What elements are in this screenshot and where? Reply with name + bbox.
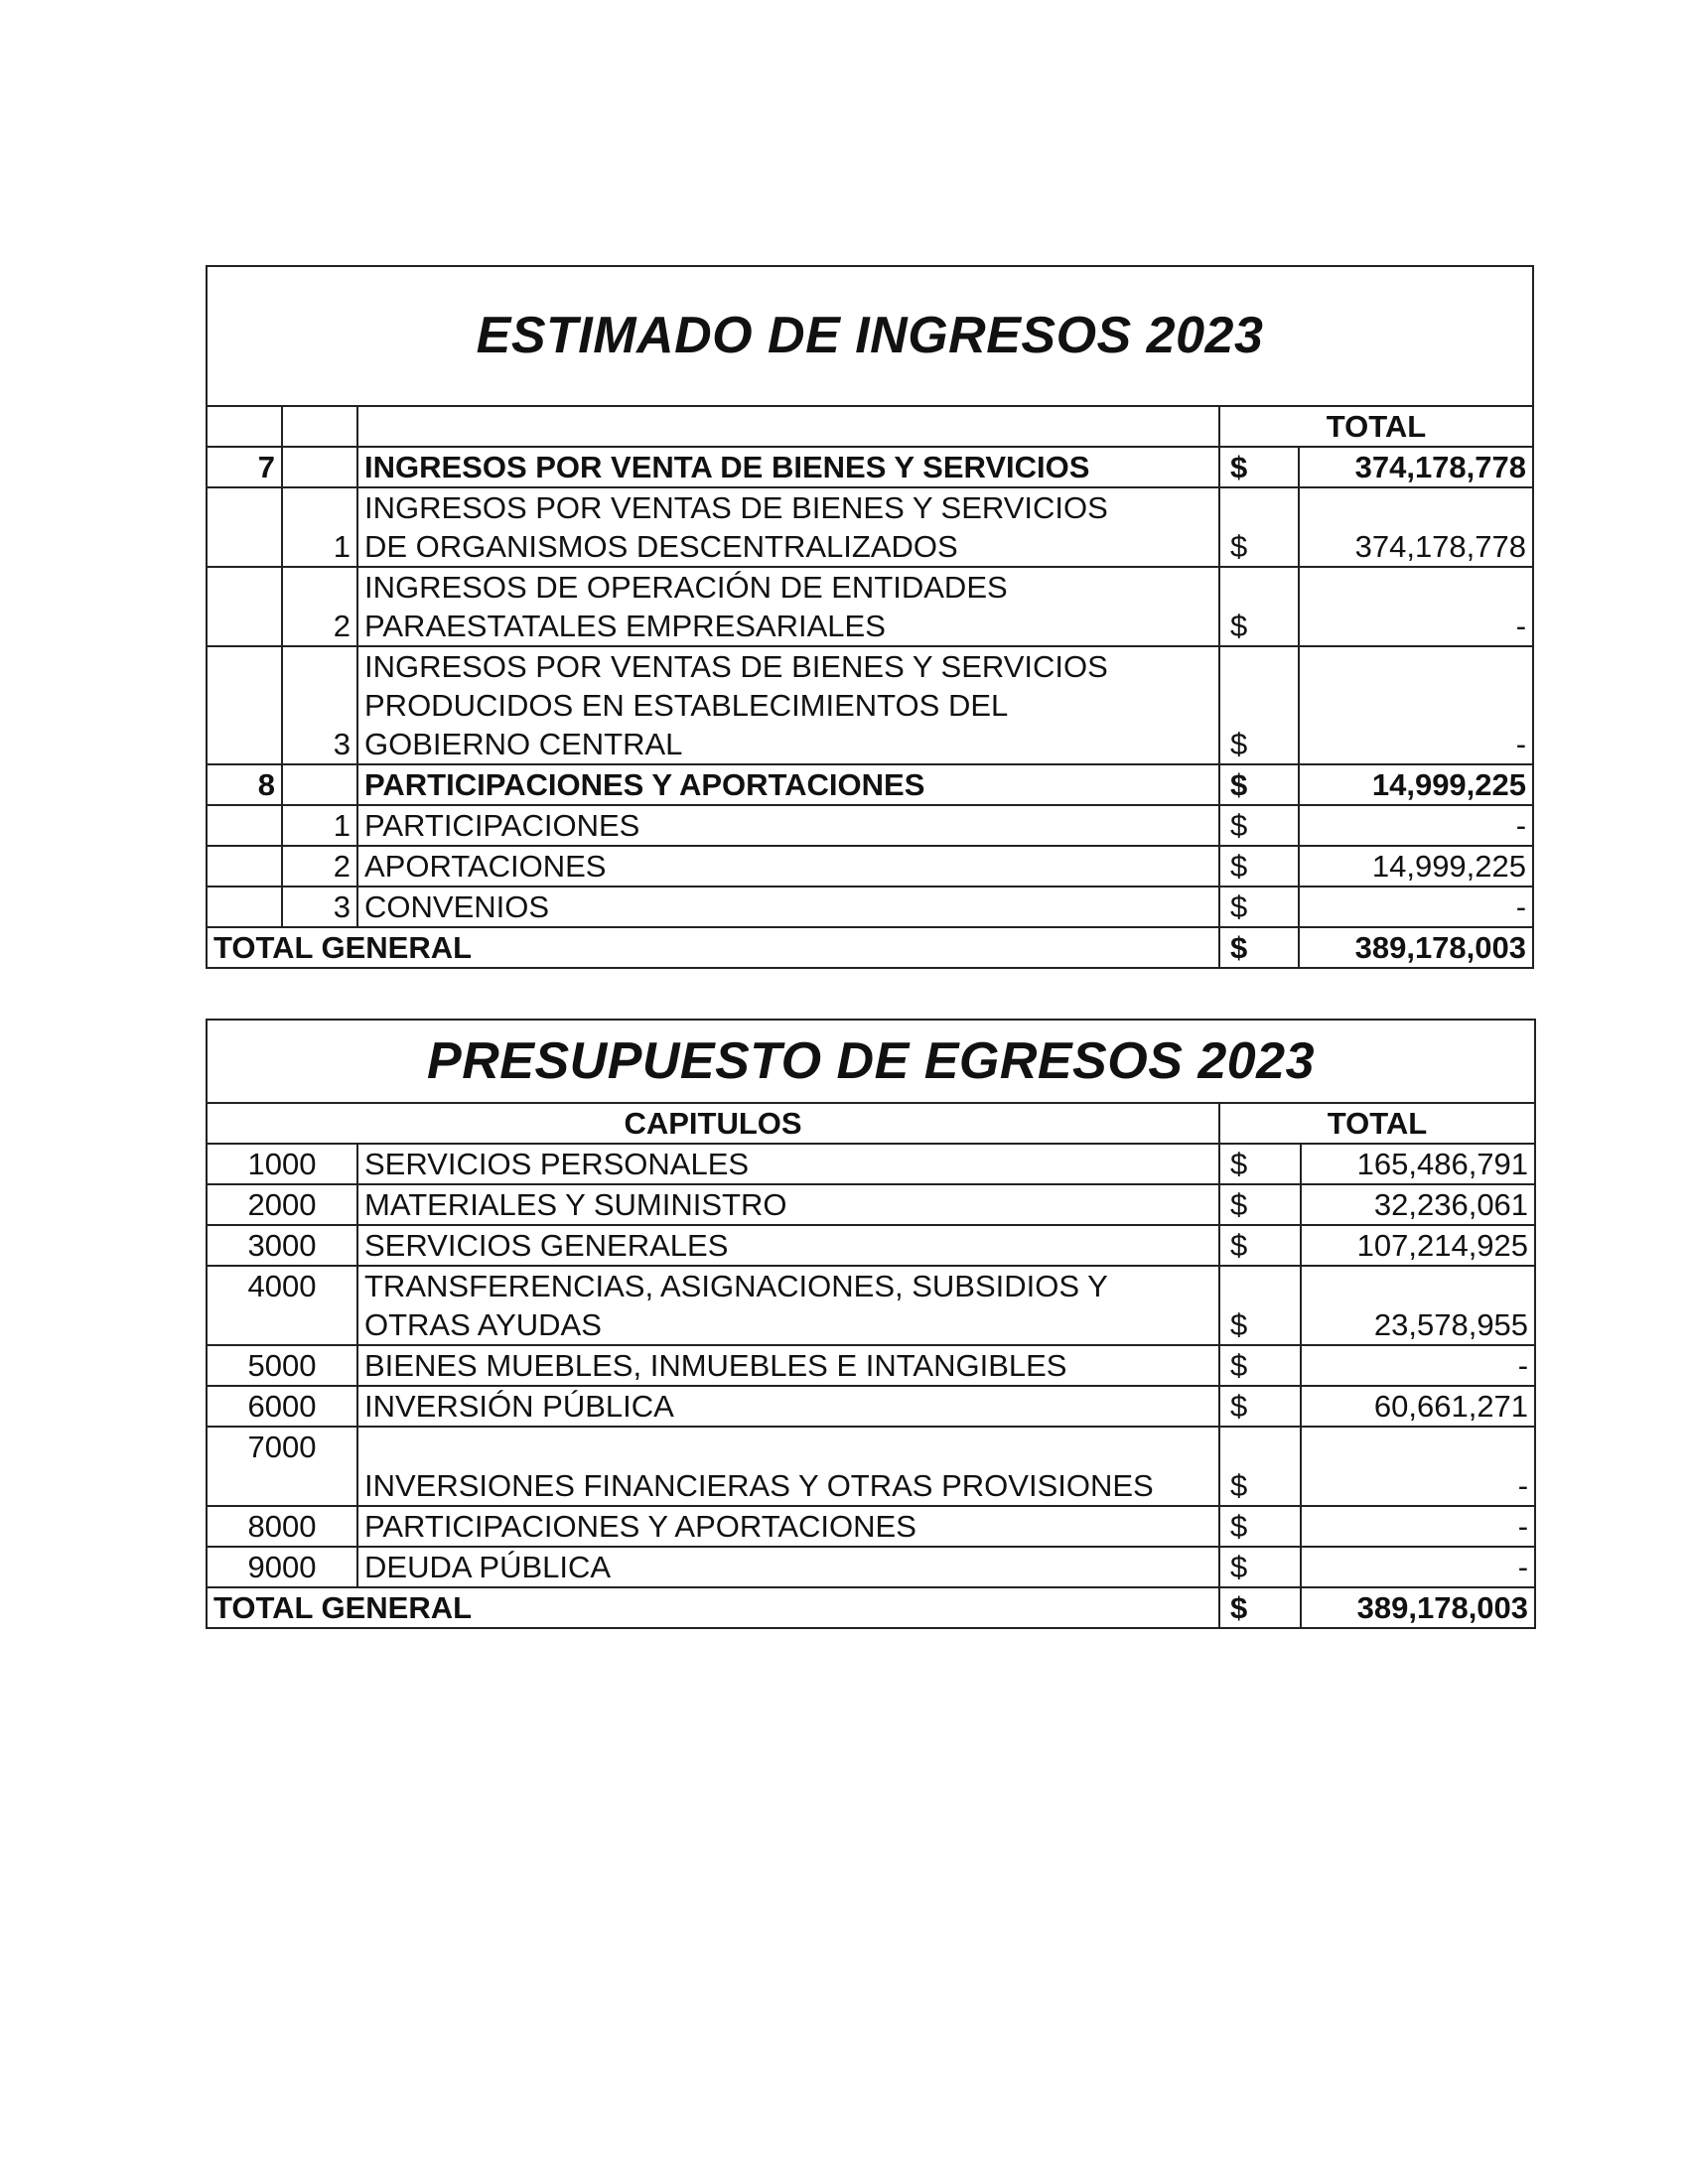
chapter-code: 1000 bbox=[207, 1144, 357, 1184]
currency-symbol: $ bbox=[1219, 764, 1299, 805]
total-label: TOTAL GENERAL bbox=[207, 1587, 1219, 1628]
chapter-description bbox=[357, 1225, 1219, 1266]
currency-symbol: $ bbox=[1219, 487, 1299, 567]
total-amount: 389,178,003 bbox=[1299, 927, 1533, 968]
row-code: 7 bbox=[207, 447, 282, 487]
table-row bbox=[207, 1547, 1535, 1587]
chapter-description bbox=[357, 1345, 1219, 1386]
description-line: PARAESTATALES EMPRESARIALES bbox=[364, 609, 886, 643]
currency-symbol: $ bbox=[1219, 1427, 1301, 1506]
row-description bbox=[357, 846, 1219, 887]
table-row bbox=[207, 487, 1533, 567]
table-row bbox=[207, 567, 1533, 646]
row-amount: 14,999,225 bbox=[1299, 846, 1533, 887]
description-line: TRANSFERENCIAS, ASIGNACIONES, SUBSIDIOS Y bbox=[364, 1269, 1108, 1303]
description-line: DEUDA PÚBLICA bbox=[364, 1550, 612, 1584]
chapter-description bbox=[357, 1386, 1219, 1427]
currency-symbol: $ bbox=[1219, 1144, 1301, 1184]
row-subcode: 1 bbox=[282, 805, 357, 846]
total-row bbox=[207, 1587, 1535, 1628]
row-code bbox=[207, 805, 282, 846]
chapter-amount: 32,236,061 bbox=[1301, 1184, 1535, 1225]
description-line: DE ORGANISMOS DESCENTRALIZADOS bbox=[364, 529, 958, 564]
table-row bbox=[207, 1427, 1535, 1506]
row-description bbox=[357, 487, 1219, 567]
chapter-amount: 107,214,925 bbox=[1301, 1225, 1535, 1266]
row-description bbox=[357, 447, 1219, 487]
currency-symbol: $ bbox=[1219, 447, 1299, 487]
row-amount: 374,178,778 bbox=[1299, 487, 1533, 567]
table-row bbox=[207, 846, 1533, 887]
description-line: CONVENIOS bbox=[364, 889, 550, 924]
row-amount: 14,999,225 bbox=[1299, 764, 1533, 805]
table-row bbox=[207, 764, 1533, 805]
currency-symbol: $ bbox=[1219, 646, 1299, 764]
table-row bbox=[207, 1345, 1535, 1386]
chapter-code: 2000 bbox=[207, 1184, 357, 1225]
table-row bbox=[207, 1225, 1535, 1266]
chapter-code: 5000 bbox=[207, 1345, 357, 1386]
currency-symbol: $ bbox=[1219, 1345, 1301, 1386]
ingresos-header-empty-2 bbox=[282, 406, 357, 447]
row-subcode bbox=[282, 447, 357, 487]
chapter-description bbox=[357, 1266, 1219, 1345]
chapter-code: 7000 bbox=[207, 1427, 357, 1506]
description-line: OTRAS AYUDAS bbox=[364, 1307, 602, 1342]
table-row bbox=[207, 447, 1533, 487]
total-row bbox=[207, 927, 1533, 968]
row-amount: - bbox=[1299, 805, 1533, 846]
chapter-code: 3000 bbox=[207, 1225, 357, 1266]
ingresos-total-header: TOTAL bbox=[1219, 406, 1533, 447]
chapter-amount: - bbox=[1301, 1427, 1535, 1506]
row-subcode bbox=[282, 764, 357, 805]
description-line: MATERIALES Y SUMINISTRO bbox=[364, 1187, 787, 1222]
description-line: PARTICIPACIONES Y APORTACIONES bbox=[364, 1509, 916, 1544]
description-line: APORTACIONES bbox=[364, 849, 607, 884]
table-row bbox=[207, 646, 1533, 764]
description-line: INGRESOS POR VENTA DE BIENES Y SERVICIOS bbox=[364, 450, 1090, 484]
description-line: INVERSIÓN PÚBLICA bbox=[364, 1389, 674, 1424]
row-code bbox=[207, 646, 282, 764]
table-row bbox=[207, 805, 1533, 846]
chapter-code: 8000 bbox=[207, 1506, 357, 1547]
currency-symbol: $ bbox=[1219, 1184, 1301, 1225]
chapter-amount: - bbox=[1301, 1547, 1535, 1587]
table-row bbox=[207, 1506, 1535, 1547]
table-row bbox=[207, 1184, 1535, 1225]
currency-symbol: $ bbox=[1219, 1506, 1301, 1547]
currency-symbol: $ bbox=[1219, 1547, 1301, 1587]
chapter-code: 4000 bbox=[207, 1266, 357, 1345]
currency-symbol: $ bbox=[1219, 1266, 1301, 1345]
row-description bbox=[357, 646, 1219, 764]
row-subcode: 3 bbox=[282, 646, 357, 764]
egresos-table bbox=[206, 1019, 1536, 1629]
row-amount: - bbox=[1299, 887, 1533, 927]
table-row bbox=[207, 1266, 1535, 1345]
ingresos-header-empty-1 bbox=[207, 406, 282, 447]
row-amount: 374,178,778 bbox=[1299, 447, 1533, 487]
table-row bbox=[207, 1386, 1535, 1427]
row-code bbox=[207, 887, 282, 927]
description-line: SERVICIOS GENERALES bbox=[364, 1228, 729, 1263]
currency-symbol: $ bbox=[1219, 805, 1299, 846]
description-line: INGRESOS DE OPERACIÓN DE ENTIDADES bbox=[364, 570, 1008, 605]
table-row bbox=[207, 887, 1533, 927]
chapter-code: 6000 bbox=[207, 1386, 357, 1427]
description-line: INVERSIONES FINANCIERAS Y OTRAS PROVISIONES bbox=[364, 1468, 1154, 1503]
description-line: PARTICIPACIONES Y APORTACIONES bbox=[364, 767, 925, 802]
row-subcode: 1 bbox=[282, 487, 357, 567]
total-label: TOTAL GENERAL bbox=[207, 927, 1219, 968]
description-line: INGRESOS POR VENTAS DE BIENES Y SERVICIOS bbox=[364, 649, 1108, 684]
row-code: 8 bbox=[207, 764, 282, 805]
row-subcode: 2 bbox=[282, 567, 357, 646]
row-amount: - bbox=[1299, 567, 1533, 646]
description-line: PARTICIPACIONES bbox=[364, 808, 640, 843]
chapter-amount: 23,578,955 bbox=[1301, 1266, 1535, 1345]
row-amount: - bbox=[1299, 646, 1533, 764]
chapter-description bbox=[357, 1547, 1219, 1587]
chapter-description bbox=[357, 1427, 1219, 1506]
chapter-amount: 165,486,791 bbox=[1301, 1144, 1535, 1184]
egresos-title: PRESUPUESTO DE EGRESOS 2023 bbox=[207, 1020, 1535, 1103]
row-subcode: 2 bbox=[282, 846, 357, 887]
egresos-chapters-header: CAPITULOS bbox=[207, 1103, 1219, 1144]
currency-symbol: $ bbox=[1219, 846, 1299, 887]
row-description bbox=[357, 567, 1219, 646]
table-row bbox=[207, 1144, 1535, 1184]
chapter-description bbox=[357, 1506, 1219, 1547]
chapter-amount: 60,661,271 bbox=[1301, 1386, 1535, 1427]
ingresos-title: ESTIMADO DE INGRESOS 2023 bbox=[207, 266, 1533, 406]
total-currency: $ bbox=[1219, 927, 1299, 968]
ingresos-table bbox=[206, 265, 1534, 969]
currency-symbol: $ bbox=[1219, 1225, 1301, 1266]
chapter-amount: - bbox=[1301, 1345, 1535, 1386]
row-subcode: 3 bbox=[282, 887, 357, 927]
currency-symbol: $ bbox=[1219, 567, 1299, 646]
row-code bbox=[207, 567, 282, 646]
chapter-code: 9000 bbox=[207, 1547, 357, 1587]
currency-symbol: $ bbox=[1219, 1386, 1301, 1427]
total-currency: $ bbox=[1219, 1587, 1301, 1628]
row-code bbox=[207, 487, 282, 567]
row-description bbox=[357, 764, 1219, 805]
row-description bbox=[357, 887, 1219, 927]
egresos-total-header: TOTAL bbox=[1219, 1103, 1535, 1144]
ingresos-header-empty-3 bbox=[357, 406, 1219, 447]
chapter-description bbox=[357, 1184, 1219, 1225]
row-description bbox=[357, 805, 1219, 846]
description-line: GOBIERNO CENTRAL bbox=[364, 727, 683, 761]
description-line: SERVICIOS PERSONALES bbox=[364, 1147, 750, 1181]
description-line: INGRESOS POR VENTAS DE BIENES Y SERVICIOS bbox=[364, 490, 1108, 525]
total-amount: 389,178,003 bbox=[1301, 1587, 1535, 1628]
currency-symbol: $ bbox=[1219, 887, 1299, 927]
description-line: PRODUCIDOS EN ESTABLECIMIENTOS DEL bbox=[364, 688, 1009, 723]
chapter-amount: - bbox=[1301, 1506, 1535, 1547]
row-code bbox=[207, 846, 282, 887]
description-line: BIENES MUEBLES, INMUEBLES E INTANGIBLES bbox=[364, 1348, 1067, 1383]
description-line bbox=[364, 1428, 1212, 1466]
chapter-description bbox=[357, 1144, 1219, 1184]
